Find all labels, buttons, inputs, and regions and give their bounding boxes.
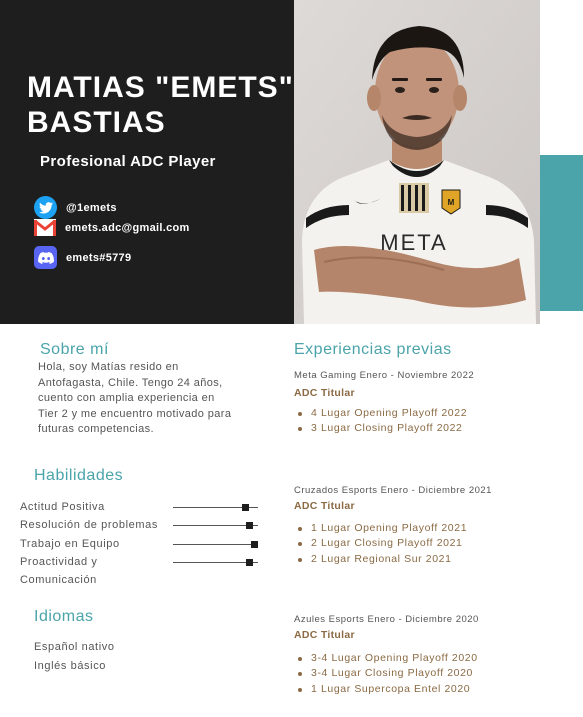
skill-label [20,553,98,589]
experience-role: ADC Titular [294,387,355,399]
achievement-item: 2 Lugar Closing Playoff 2021 [294,536,467,551]
about-line: Antofagasta, Chile. Tengo 24 años, [38,376,223,389]
achievement-item: 3 Lugar Closing Playoff 2022 [294,421,467,436]
skill-knob [246,522,253,529]
accent-bar [540,155,583,311]
language-item: Inglés básico [34,660,107,672]
experience-achievements [294,521,467,567]
languages-title: Idiomas [34,608,94,625]
achievement-item: 1 Lugar Supercopa Entel 2020 [294,682,478,697]
achievement-item: 2 Lugar Regional Sur 2021 [294,552,467,567]
experience-role: ADC Titular [294,629,355,641]
about-title: Sobre mí [40,341,109,358]
about-line: Hola, soy Matías resido en [38,361,179,373]
achievement-item: 1 Lugar Opening Playoff 2021 [294,521,467,536]
skill-bar [173,507,258,508]
experience-header: Azules Esports Enero - Diciembre 2020 [294,614,479,625]
achievement-item: 3-4 Lugar Closing Playoff 2020 [294,666,478,681]
skill-label: Trabajo en Equipo [20,538,120,550]
experience-title: Experiencias previas [294,341,452,358]
skill-knob [251,541,258,548]
skill-bar [173,562,258,563]
skill-knob [246,559,253,566]
experience-achievements [294,651,478,697]
about-line: futuras competencias. [38,423,155,435]
name-line-2: BASTIAS [27,106,166,139]
experience-achievements [294,406,467,437]
player-photo-illustration [294,0,540,324]
discord-icon [34,246,57,269]
experience-header: Meta Gaming Enero - Noviembre 2022 [294,370,475,381]
achievement-item: 4 Lugar Opening Playoff 2022 [294,406,467,421]
twitter-handle: @1emets [66,201,117,214]
experience-role: ADC Titular [294,500,355,512]
language-item: Español nativo [34,641,115,653]
gmail-icon [34,219,56,236]
svg-text:META: META [380,230,448,255]
about-line: cuento con amplia experiencia en [38,392,215,404]
page-title [27,70,294,140]
skill-label: Resolución de problemas [20,519,158,531]
skill-bar [173,525,258,526]
skill-knob [242,504,249,511]
contact-discord[interactable] [34,246,131,269]
name-line-1: MATIAS "EMETS" [27,71,294,104]
svg-text:M: M [447,198,455,207]
about-text [38,360,231,438]
skills-title: Habilidades [34,467,124,484]
discord-handle: emets#5779 [66,251,132,264]
achievement-item: 3-4 Lugar Opening Playoff 2020 [294,651,478,666]
skill-bar [173,544,258,545]
role-subtitle: Profesional ADC Player [40,153,216,170]
skill-label: Actitud Positiva [20,501,105,513]
profile-photo [294,0,540,324]
experience-header: Cruzados Esports Enero - Diciembre 2021 [294,485,492,496]
email-address: emets.adc@gmail.com [65,221,190,234]
skill-label-line1: Proactividad y [20,556,98,568]
about-line: Tier 2 y me encuentro motivado para [38,407,232,420]
contact-twitter[interactable] [34,196,117,219]
contact-email[interactable] [34,219,190,236]
twitter-icon [34,196,57,219]
skill-label-line2: Comunicación [20,574,97,586]
